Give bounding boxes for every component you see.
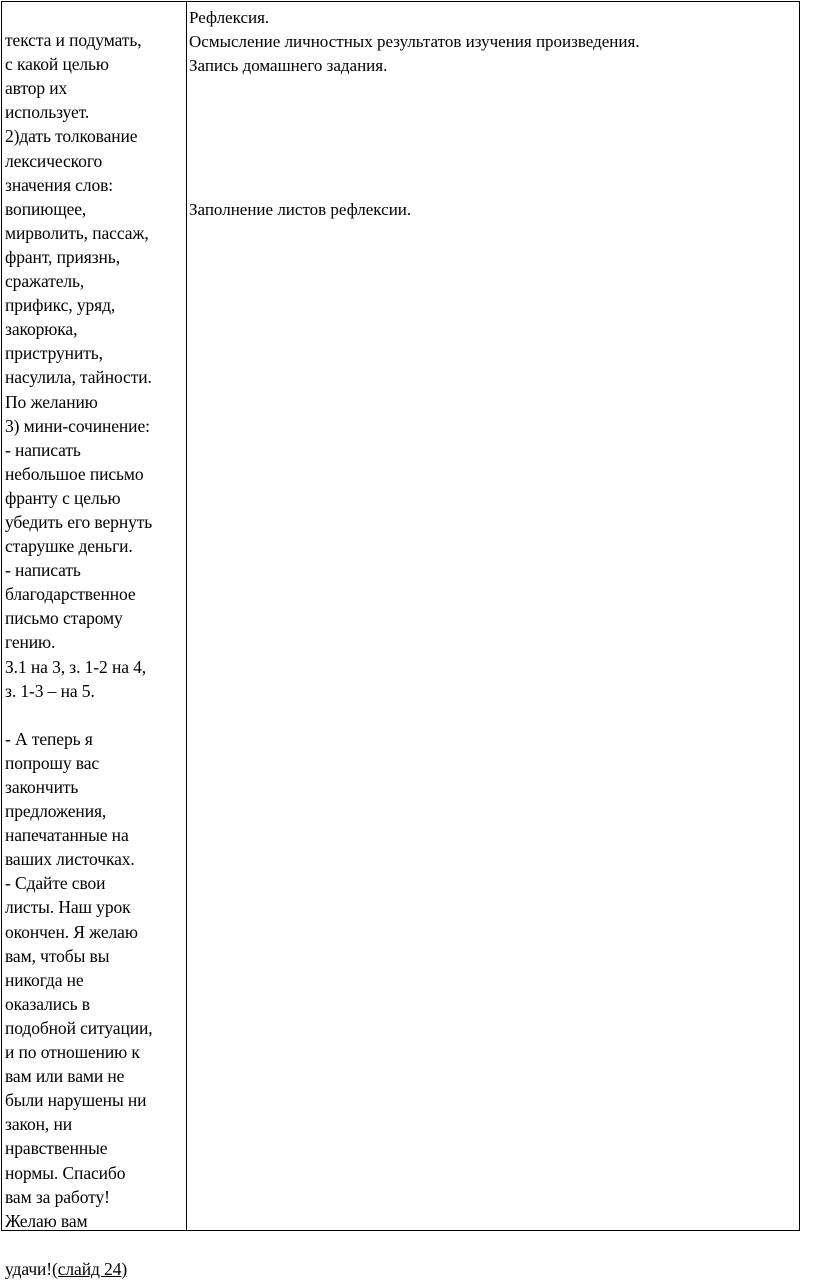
teacher-activity-text bbox=[5, 28, 185, 1233]
text-line: вам за работу! bbox=[5, 1186, 110, 1207]
teacher-activity-last-line bbox=[5, 1259, 127, 1279]
text-line: франт, приязнь, bbox=[5, 246, 120, 267]
text-line: закорюка, bbox=[5, 319, 78, 340]
text-line: франту с целью bbox=[5, 487, 121, 508]
text-line: вопиющее, bbox=[5, 198, 87, 219]
slide-link[interactable]: (слайд 24) bbox=[52, 1258, 128, 1279]
homework-note: Запись домашнего задания. bbox=[189, 56, 388, 75]
activity-description-cell bbox=[189, 6, 789, 222]
reflection-sheets-note: Заполнение листов рефлексии. bbox=[189, 200, 412, 219]
text-line: попрошу вас bbox=[5, 752, 100, 773]
text-line: убедить его вернуть bbox=[5, 511, 153, 532]
text-line: письмо старому bbox=[5, 608, 123, 629]
text-line: сражатель, bbox=[5, 271, 85, 292]
closing-text: удачи! bbox=[5, 1258, 53, 1279]
text-line: листы. Наш урок bbox=[5, 897, 131, 918]
text-line: - Сдайте свои bbox=[5, 873, 106, 894]
text-line: - написать bbox=[5, 439, 81, 460]
text-line: 3) мини-сочинение: bbox=[5, 415, 150, 436]
reflection-heading: Рефлексия. bbox=[189, 8, 270, 27]
text-line: мирволить, пассаж, bbox=[5, 222, 149, 243]
text-line: - написать bbox=[5, 560, 81, 581]
text-line: были нарушены ни bbox=[5, 1090, 147, 1111]
text-line: приструнить, bbox=[5, 343, 103, 364]
text-line: с какой целью bbox=[5, 54, 109, 75]
text-line: лексического bbox=[5, 150, 103, 171]
spacer bbox=[189, 78, 789, 198]
text-line: подобной ситуации, bbox=[5, 1017, 153, 1038]
text-line: использует. bbox=[5, 102, 90, 123]
text-line: ваших листочках. bbox=[5, 849, 135, 870]
text-line: автор их bbox=[5, 78, 68, 99]
text-line: По желанию bbox=[5, 391, 98, 412]
text-line: прификс, уряд, bbox=[5, 295, 116, 316]
text-line: нравственные bbox=[5, 1138, 108, 1159]
text-line: напечатанные на bbox=[5, 825, 129, 846]
text-line: текста и подумать, bbox=[5, 30, 142, 51]
text-line: оказались в bbox=[5, 993, 90, 1014]
teacher-activity-cell bbox=[5, 4, 185, 1281]
text-line: никогда не bbox=[5, 969, 84, 990]
text-line: благодарственное bbox=[5, 584, 136, 605]
text-line: закончить bbox=[5, 777, 79, 797]
text-line: старушке деньги. bbox=[5, 536, 133, 557]
reflection-description: Осмысление личностных результатов изучения произведения. bbox=[189, 32, 640, 51]
text-line: и по отношению к bbox=[5, 1042, 140, 1063]
text-line: З.1 на 3, з. 1-2 на 4, bbox=[5, 656, 147, 677]
text-line: - А теперь я bbox=[5, 728, 93, 749]
text-line: Желаю вам bbox=[5, 1210, 88, 1231]
text-line: окончен. Я желаю bbox=[5, 921, 138, 942]
text-line: з. 1-3 – на 5. bbox=[5, 680, 95, 701]
text-line: значения слов: bbox=[5, 174, 114, 195]
text-line bbox=[5, 703, 185, 727]
text-line: нормы. Спасибо bbox=[5, 1162, 126, 1183]
text-line: предложения, bbox=[5, 801, 107, 822]
column-divider bbox=[186, 2, 187, 1230]
text-line: вам, чтобы вы bbox=[5, 945, 110, 966]
text-line: гению. bbox=[5, 632, 56, 653]
lesson-table bbox=[1, 1, 800, 1279]
text-line: закон, ни bbox=[5, 1114, 72, 1135]
text-line: небольшое письмо bbox=[5, 463, 144, 484]
text-line: насулила, тайности. bbox=[5, 367, 152, 388]
text-line: 2)дать толкование bbox=[5, 126, 138, 147]
text-line: вам или вами не bbox=[5, 1066, 125, 1087]
